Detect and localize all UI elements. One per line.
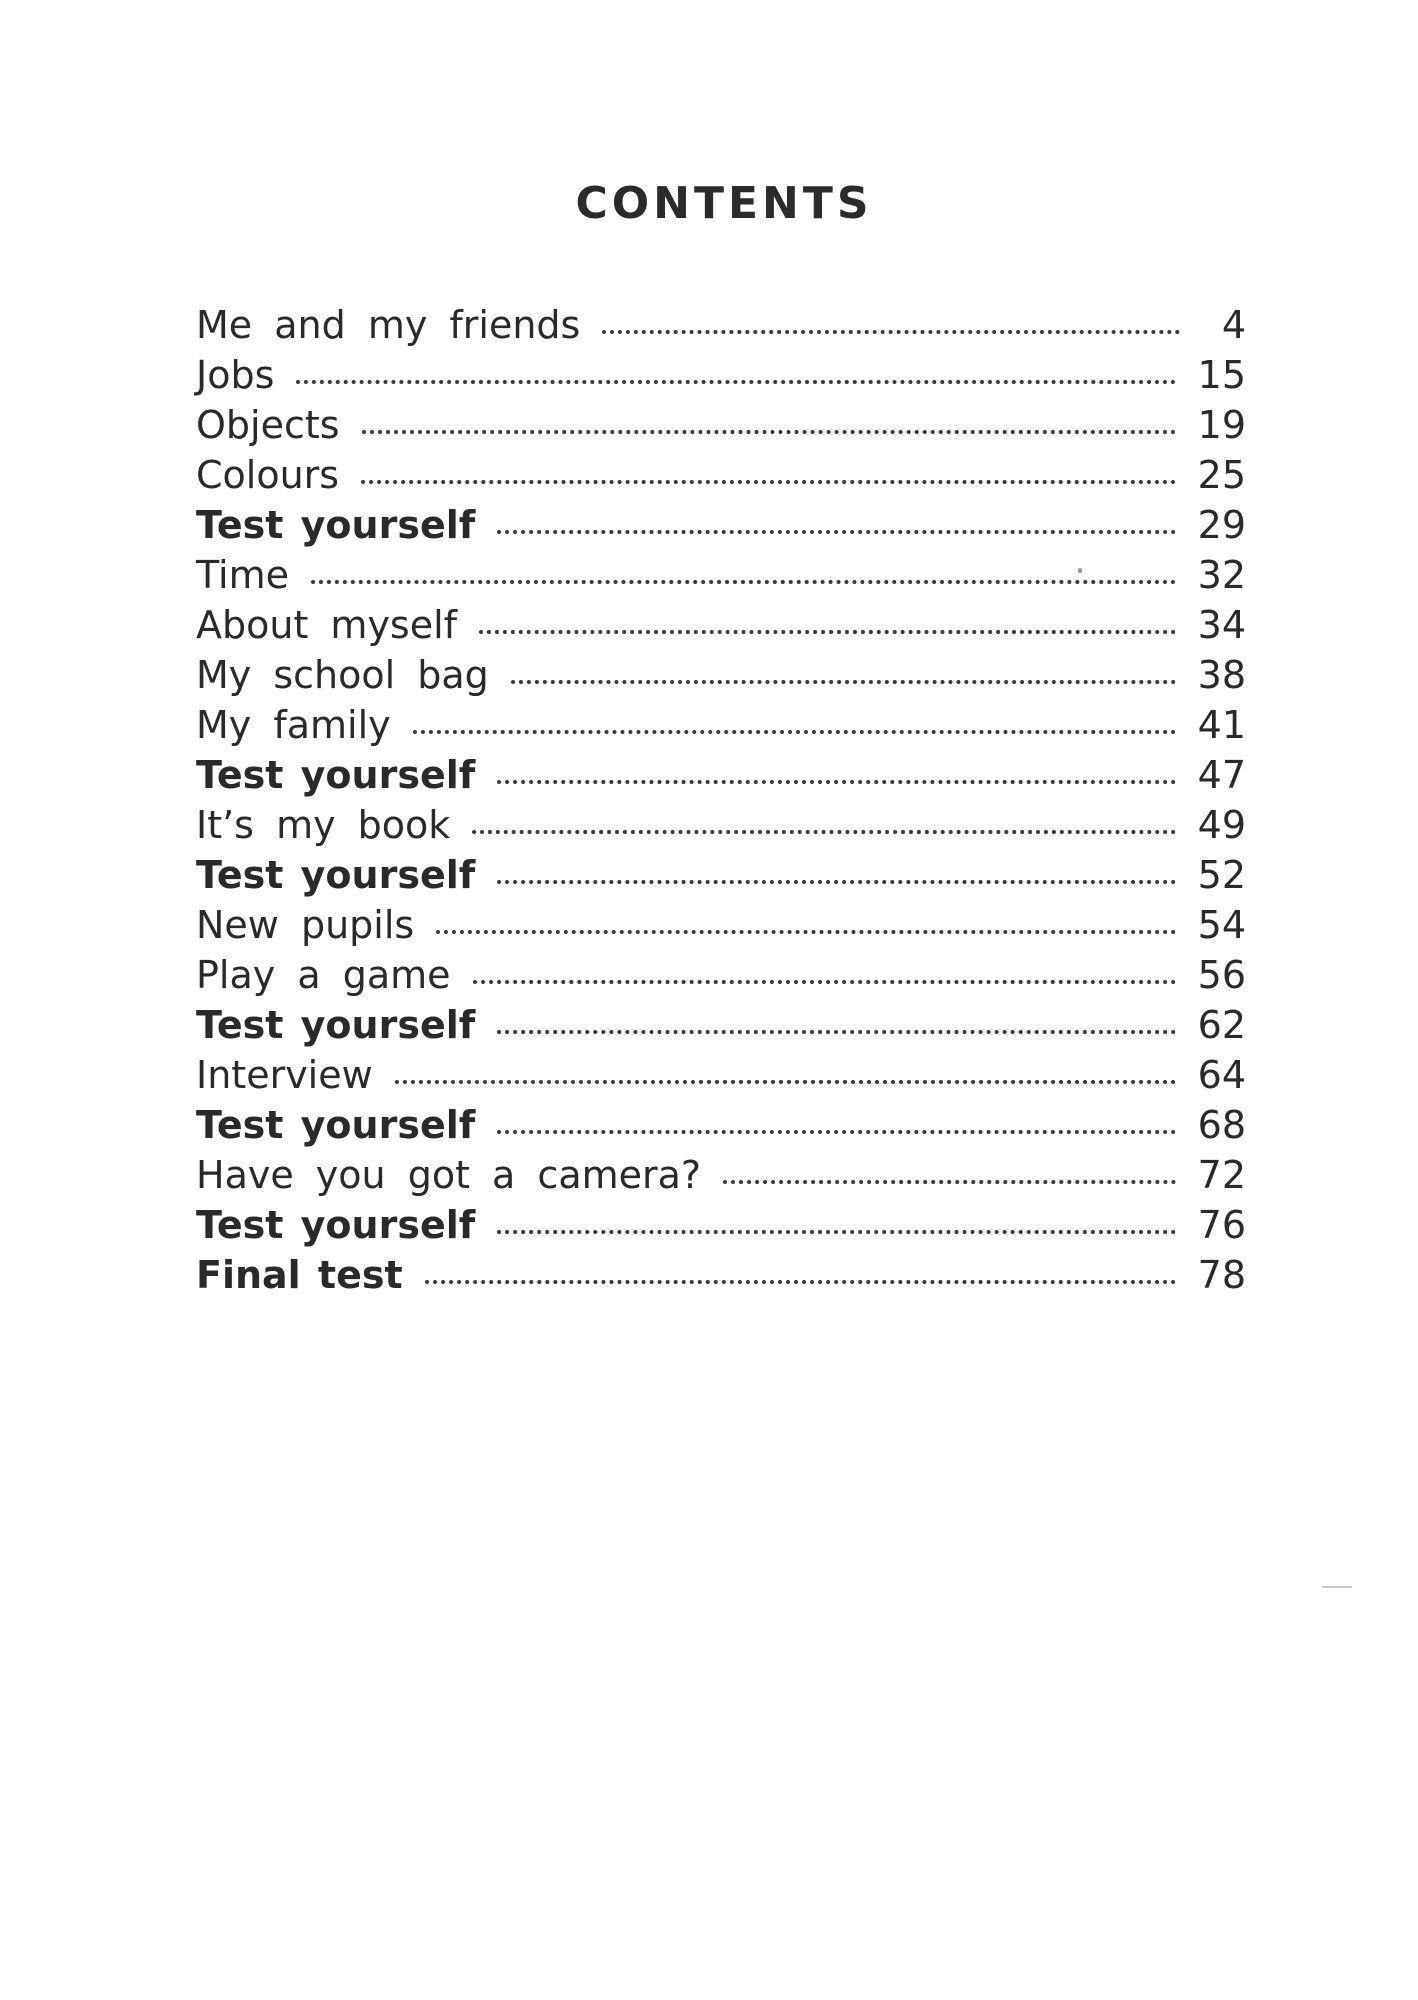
toc-entry-label: Objects: [196, 403, 340, 447]
dot-leader: [497, 1230, 1175, 1234]
toc-entry: [196, 700, 1246, 750]
toc-entry-label: My school bag: [196, 653, 489, 697]
toc-entry-page: 78: [1197, 1253, 1246, 1297]
toc-entry: [196, 650, 1246, 700]
toc-entry-page: 62: [1197, 1003, 1246, 1047]
dot-leader: [497, 1030, 1175, 1034]
toc-entry: [196, 850, 1246, 900]
toc-entry: [196, 1050, 1246, 1100]
dot-leader: [473, 980, 1176, 984]
toc-entry: [196, 500, 1246, 550]
toc-entry: [196, 750, 1246, 800]
dot-leader: [413, 730, 1176, 734]
toc-entry: [196, 450, 1246, 500]
dot-leader: [511, 680, 1176, 684]
toc-entry: [196, 350, 1246, 400]
toc-entry-page: 25: [1197, 453, 1246, 497]
toc-entry-page: 64: [1197, 1053, 1246, 1097]
toc-entry-page: 56: [1197, 953, 1246, 997]
toc-entry-page: 32: [1197, 553, 1246, 597]
toc-entry-label: Test yourself: [196, 753, 476, 797]
toc-entry-page: 76: [1197, 1203, 1246, 1247]
toc-entry-label: Test yourself: [196, 853, 476, 897]
toc-entry: [196, 950, 1246, 1000]
toc-entry-label: Test yourself: [196, 503, 476, 547]
dot-leader: [602, 330, 1180, 334]
dot-leader: [311, 580, 1176, 584]
dot-leader: [472, 830, 1175, 834]
toc-entry-page: 4: [1221, 303, 1246, 347]
scan-mark: [1322, 1586, 1352, 1588]
dot-leader: [361, 480, 1176, 484]
toc-entry-page: 29: [1197, 503, 1246, 547]
dot-leader: [425, 1280, 1176, 1284]
toc-entry-page: 19: [1197, 403, 1246, 447]
toc-entry-label: Test yourself: [196, 1003, 476, 1047]
toc-entry: [196, 900, 1246, 950]
toc-entry-label: Interview: [196, 1053, 373, 1097]
toc-entry: [196, 1000, 1246, 1050]
dot-leader: [436, 930, 1175, 934]
toc-entry-label: Have you got a camera?: [196, 1153, 702, 1197]
dot-leader: [395, 1080, 1176, 1084]
scan-speck: [1078, 568, 1082, 573]
toc-entry-page: 38: [1197, 653, 1246, 697]
dot-leader: [479, 630, 1176, 634]
toc-entry: [196, 1150, 1246, 1200]
toc-entry-label: About myself: [196, 603, 458, 647]
dot-leader: [362, 430, 1176, 434]
toc-entry-label: Time: [196, 553, 289, 597]
toc-entry-label: Jobs: [196, 353, 275, 397]
toc-entry-page: 52: [1197, 853, 1246, 897]
toc-entry-label: Me and my friends: [196, 303, 581, 347]
toc-entry-page: 54: [1197, 903, 1246, 947]
dot-leader: [497, 780, 1175, 784]
toc-entry: [196, 1200, 1246, 1250]
toc-entry-label: Play a game: [196, 953, 451, 997]
toc-entry-label: My family: [196, 703, 391, 747]
toc-entry-label: Test yourself: [196, 1203, 476, 1247]
toc-entry-label: Test yourself: [196, 1103, 476, 1147]
toc-entry-page: 34: [1197, 603, 1246, 647]
toc-entry-page: 68: [1197, 1103, 1246, 1147]
table-of-contents: [196, 300, 1246, 1300]
dot-leader: [497, 1130, 1175, 1134]
toc-entry-page: 72: [1197, 1153, 1246, 1197]
toc-entry: [196, 1250, 1246, 1300]
dot-leader: [497, 880, 1175, 884]
toc-entry-page: 47: [1197, 753, 1246, 797]
toc-entry: [196, 300, 1246, 350]
toc-entry-label: Colours: [196, 453, 340, 497]
toc-entry-label: Final test: [196, 1253, 403, 1297]
toc-entry: [196, 800, 1246, 850]
toc-entry-page: 41: [1197, 703, 1246, 747]
dot-leader: [723, 1180, 1176, 1184]
toc-entry-page: 15: [1197, 353, 1246, 397]
toc-entry-label: New pupils: [196, 903, 415, 947]
toc-entry: [196, 600, 1246, 650]
toc-entry-label: It’s my book: [196, 803, 451, 847]
page-title: CONTENTS: [575, 178, 873, 229]
dot-leader: [296, 380, 1175, 384]
dot-leader: [497, 530, 1175, 534]
toc-entry: [196, 550, 1246, 600]
toc-entry: [196, 400, 1246, 450]
toc-entry-page: 49: [1197, 803, 1246, 847]
toc-entry: [196, 1100, 1246, 1150]
